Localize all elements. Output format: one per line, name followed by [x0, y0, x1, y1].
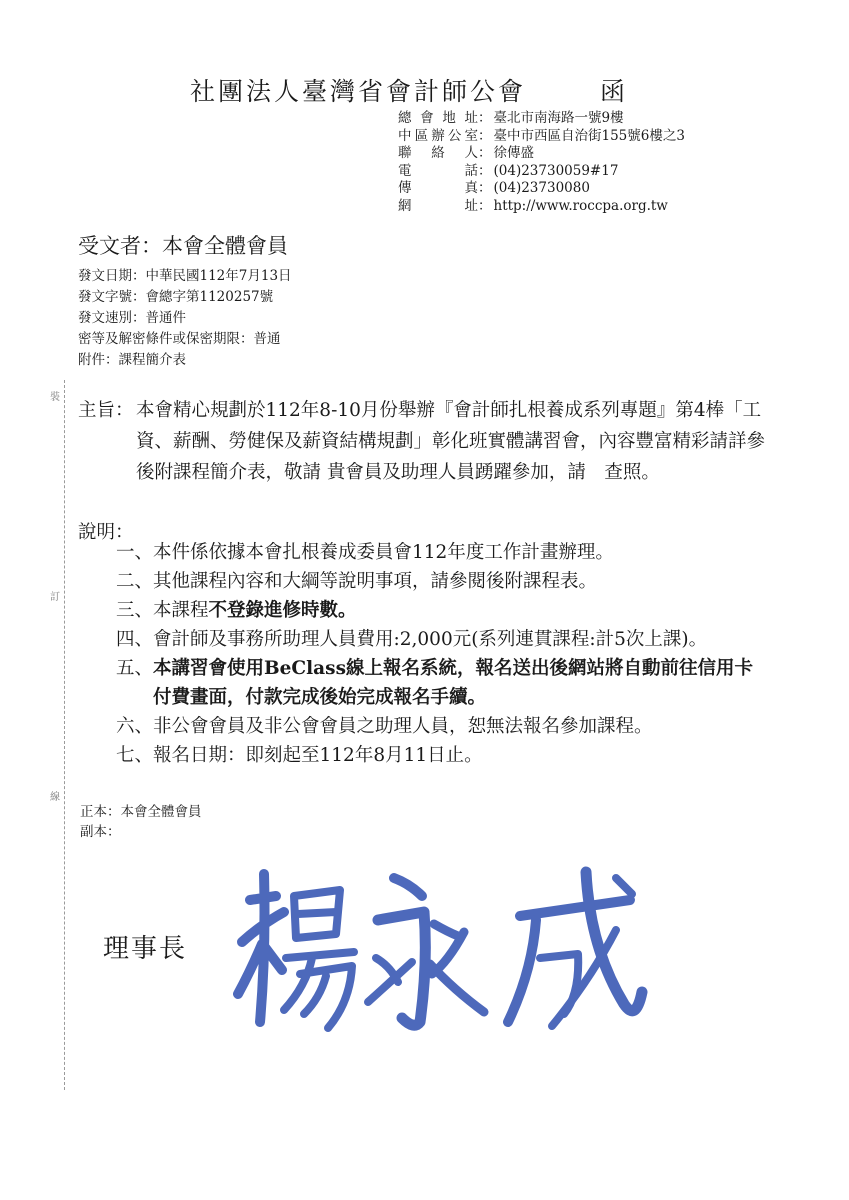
item-text: 其他課程內容和大綱等說明事項，請參閱後附課程表。 — [153, 571, 598, 592]
contact-value: 臺中市西區自治街155號6樓之3 — [493, 127, 685, 144]
item-text: 會計師及事務所助理人員費用:2,000元(系列連貫課程:計5次上課)。 — [153, 629, 708, 650]
document-meta — [78, 266, 292, 371]
item-text — [153, 596, 766, 625]
confidentiality: 密等及解密條件或保密期限：普通 — [78, 331, 281, 347]
list-item — [116, 567, 766, 596]
contact-label: 電話 — [398, 162, 478, 179]
list-item — [116, 741, 766, 770]
website-link[interactable]: http://www.roccpa.org.tw — [493, 197, 668, 214]
contact-fax: 傳真 ： (04)23730080 — [398, 180, 590, 196]
recipient: 受文者：本會全體會員 — [78, 234, 288, 258]
item-text-plain: 本課程 — [153, 600, 209, 621]
item-text: 本件係依據本會扎根養成委員會112年度工作計畫辦理。 — [153, 542, 614, 563]
contact-value: (04)23730080 — [493, 180, 590, 196]
item-text: 非公會會員及非公會會員之助理人員，恕無法報名參加課程。 — [153, 716, 653, 737]
item-number: 六、 — [116, 716, 154, 737]
contact-address: 總會地址 ： 臺北市南海路一號9樓 — [398, 110, 624, 126]
list-item — [116, 712, 766, 741]
item-number: 三、 — [116, 600, 154, 621]
binding-mark: 裝 — [50, 388, 60, 403]
contact-label: 總會地址 — [398, 110, 478, 126]
contact-value: 臺北市南海路一號9樓 — [493, 110, 624, 126]
contact-value: (04)23730059#17 — [493, 162, 619, 179]
subject-label: 主旨： — [78, 400, 134, 421]
item-number: 二、 — [116, 571, 154, 592]
list-item — [116, 625, 766, 654]
item-text-emphasis: 不登錄進修時數。 — [208, 600, 357, 621]
binding-mark: 訂 — [50, 588, 60, 603]
item-number: 五、 — [116, 658, 154, 679]
original-copy: 正本：本會全體會員 — [80, 804, 202, 820]
list-item — [116, 538, 766, 567]
contact-label: 聯絡人 — [398, 145, 478, 161]
contact-person: 聯絡人 ： 徐傳盛 — [398, 145, 534, 161]
binding-mark: 線 — [50, 788, 60, 803]
item-number: 七、 — [116, 745, 154, 766]
issue-date: 發文日期：中華民國112年7月13日 — [78, 268, 292, 284]
document-number: 發文字號：會總字第1120257號 — [78, 289, 274, 305]
subject-text: 本會精心規劃於112年8-10月份舉辦『會計師扎根養成系列專題』第4棒「工資、薪酬、勞健保及薪資結構規劃」彰化班實體講習會，內容豐富精彩請詳參後附課程簡介表，敬請 貴會員及助理人員踴躍參加，請 查照。 — [136, 400, 766, 483]
copies-block — [80, 802, 202, 842]
chairman-title: 理事長 — [103, 934, 188, 964]
contact-label: 傳真 — [398, 180, 478, 196]
contact-value: 徐傳盛 — [493, 145, 534, 161]
contact-central-office: 中區辦公室 ： 臺中市西區自治街155號6樓之3 — [398, 127, 685, 144]
list-item — [116, 596, 766, 625]
explanation-label: 說明： — [78, 522, 134, 543]
contact-label: 中區辦公室 — [398, 127, 478, 144]
contact-website: 網址 ： http://www.roccpa.org.tw — [398, 197, 668, 214]
delivery-speed: 發文速別：普通件 — [78, 310, 186, 326]
item-number: 四、 — [116, 629, 154, 650]
org-name: 社團法人臺灣省會計師公會 — [190, 77, 527, 106]
explanation-list — [116, 538, 766, 770]
list-item — [116, 654, 766, 712]
carbon-copy: 副本： — [80, 824, 121, 840]
item-number: 一、 — [116, 542, 154, 563]
attachment: 附件：課程簡介表 — [78, 352, 186, 368]
document-type: 函 — [600, 77, 626, 106]
contact-phone: 電話 ： (04)23730059#17 — [398, 162, 619, 179]
subject-section — [78, 395, 778, 488]
handwritten-signature — [228, 862, 648, 1037]
binding-line — [64, 380, 65, 1090]
contact-block — [398, 110, 685, 215]
contact-label: 網址 — [398, 197, 478, 214]
item-text: 本講習會使用BeClass線上報名系統，報名送出後網站將自動前往信用卡付費畫面，付款完成後始完成報名手續。 — [153, 658, 753, 708]
item-text: 報名日期：即刻起至112年8月11日止。 — [153, 745, 483, 766]
